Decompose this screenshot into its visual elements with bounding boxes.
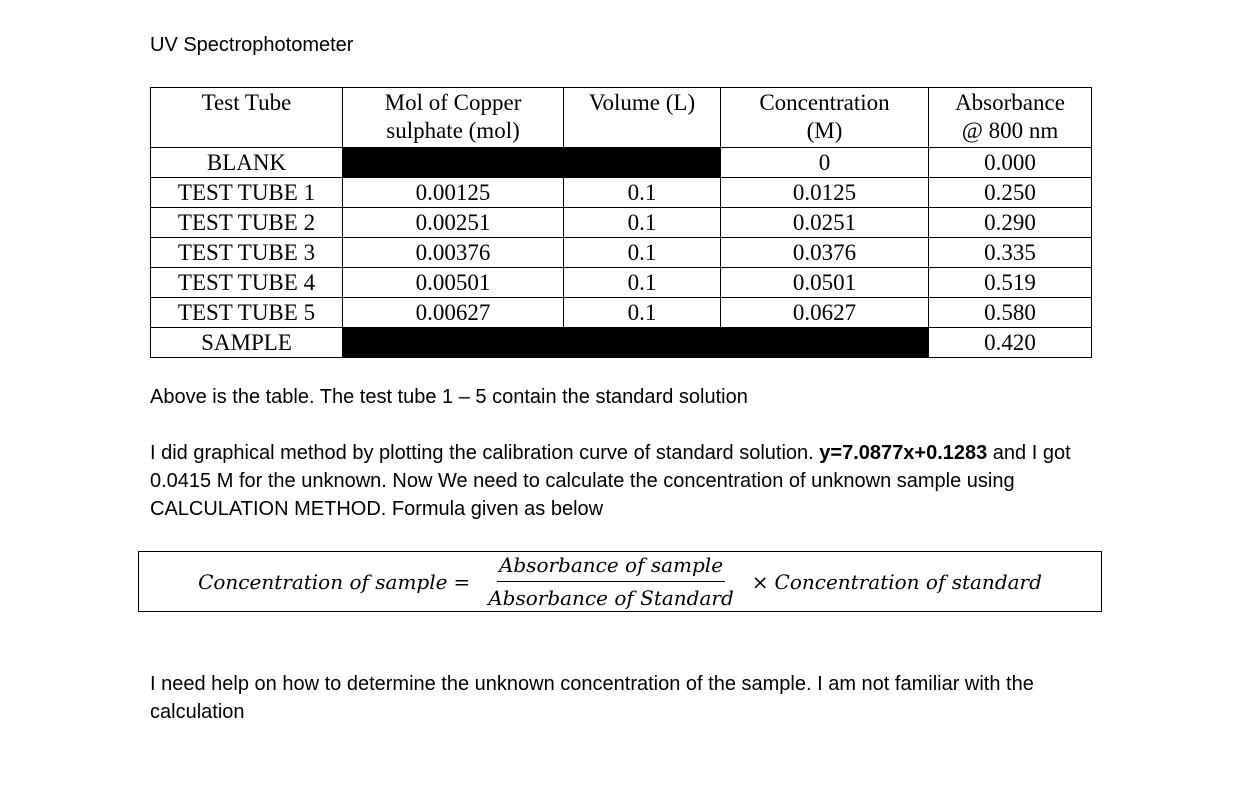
cell-concentration: 0.0501 bbox=[721, 268, 929, 298]
paragraph-text: I did graphical method by plotting the calibration curve of standard solution. bbox=[150, 442, 820, 464]
cell-mol: 0.00627 bbox=[343, 298, 564, 328]
header-concentration bbox=[721, 88, 929, 148]
cell-concentration: 0.0125 bbox=[721, 178, 929, 208]
header-volume-label: Volume (L) bbox=[588, 90, 696, 115]
cell-redacted bbox=[343, 148, 564, 178]
header-test-tube bbox=[151, 88, 343, 148]
cell-volume: 0.1 bbox=[564, 208, 721, 238]
data-table bbox=[150, 87, 1092, 358]
table-row bbox=[151, 208, 1092, 238]
header-test-tube-label: Test Tube bbox=[201, 90, 292, 115]
table-row bbox=[151, 298, 1092, 328]
table-row bbox=[151, 268, 1092, 298]
cell-absorbance: 0.250 bbox=[929, 178, 1092, 208]
table-row bbox=[151, 178, 1092, 208]
cell-redacted bbox=[564, 148, 721, 178]
header-mol bbox=[343, 88, 564, 148]
formula-lhs: Concentration of sample bbox=[198, 569, 448, 594]
cell-volume: 0.1 bbox=[564, 178, 721, 208]
table-row-sample bbox=[151, 328, 1092, 358]
cell-absorbance: 0.000 bbox=[929, 148, 1092, 178]
table-header-row bbox=[151, 88, 1092, 148]
cell-name: TEST TUBE 3 bbox=[151, 238, 343, 268]
header-mol-line1: Mol of Copper bbox=[384, 90, 522, 115]
cell-absorbance: 0.335 bbox=[929, 238, 1092, 268]
cell-absorbance: 0.580 bbox=[929, 298, 1092, 328]
header-absorbance bbox=[929, 88, 1092, 148]
header-conc-line1: Concentration bbox=[759, 90, 890, 115]
cell-absorbance: 0.519 bbox=[929, 268, 1092, 298]
cell-name: TEST TUBE 1 bbox=[151, 178, 343, 208]
header-conc-line2: (M) bbox=[806, 118, 843, 143]
header-volume bbox=[564, 88, 721, 148]
formula-rhs: Concentration of standard bbox=[774, 569, 1042, 594]
cell-concentration: 0.0251 bbox=[721, 208, 929, 238]
cell-redacted bbox=[721, 328, 929, 358]
cell-name: SAMPLE bbox=[151, 328, 343, 358]
paragraph-graphical-method bbox=[150, 439, 1100, 523]
cell-volume: 0.1 bbox=[564, 298, 721, 328]
cell-name: TEST TUBE 5 bbox=[151, 298, 343, 328]
formula-equals: = bbox=[453, 569, 471, 594]
paragraph-help-request: I need help on how to determine the unknown concentration of the sample. I am not familiar with the calculation bbox=[150, 673, 1034, 723]
cell-volume: 0.1 bbox=[564, 238, 721, 268]
header-mol-line2: sulphate (mol) bbox=[386, 118, 520, 143]
formula-times: × bbox=[751, 569, 769, 594]
cell-mol: 0.00501 bbox=[343, 268, 564, 298]
cell-absorbance: 0.290 bbox=[929, 208, 1092, 238]
paragraph-table-note: Above is the table. The test tube 1 – 5 contain the standard solution bbox=[150, 386, 748, 408]
cell-mol: 0.00251 bbox=[343, 208, 564, 238]
header-abs-line2: @ 800 nm bbox=[961, 118, 1059, 143]
formula-denominator: Absorbance of Standard bbox=[488, 586, 734, 610]
cell-name: TEST TUBE 2 bbox=[151, 208, 343, 238]
calibration-equation: y=7.0877x+0.1283 bbox=[819, 442, 988, 464]
cell-name: TEST TUBE 4 bbox=[151, 268, 343, 298]
cell-concentration: 0.0376 bbox=[721, 238, 929, 268]
formula-numerator: Absorbance of sample bbox=[497, 553, 725, 582]
paragraph-text: and I got 0.0415 M for the unknown. Now We need to calculate the concentration of unknown sample using CALCULATION METHOD. Formula given as below bbox=[150, 442, 1071, 520]
table-row bbox=[151, 238, 1092, 268]
cell-redacted bbox=[564, 328, 721, 358]
cell-name: BLANK bbox=[151, 148, 343, 178]
cell-mol: 0.00376 bbox=[343, 238, 564, 268]
cell-absorbance: 0.420 bbox=[929, 328, 1092, 358]
cell-volume: 0.1 bbox=[564, 268, 721, 298]
cell-redacted bbox=[343, 328, 564, 358]
cell-concentration: 0 bbox=[721, 148, 929, 178]
header-abs-line1: Absorbance bbox=[955, 90, 1065, 115]
table-row-blank bbox=[151, 148, 1092, 178]
cell-mol: 0.00125 bbox=[343, 178, 564, 208]
formula-box bbox=[138, 551, 1102, 612]
cell-concentration: 0.0627 bbox=[721, 298, 929, 328]
formula-fraction bbox=[486, 553, 736, 610]
document-title: UV Spectrophotometer bbox=[150, 34, 354, 56]
